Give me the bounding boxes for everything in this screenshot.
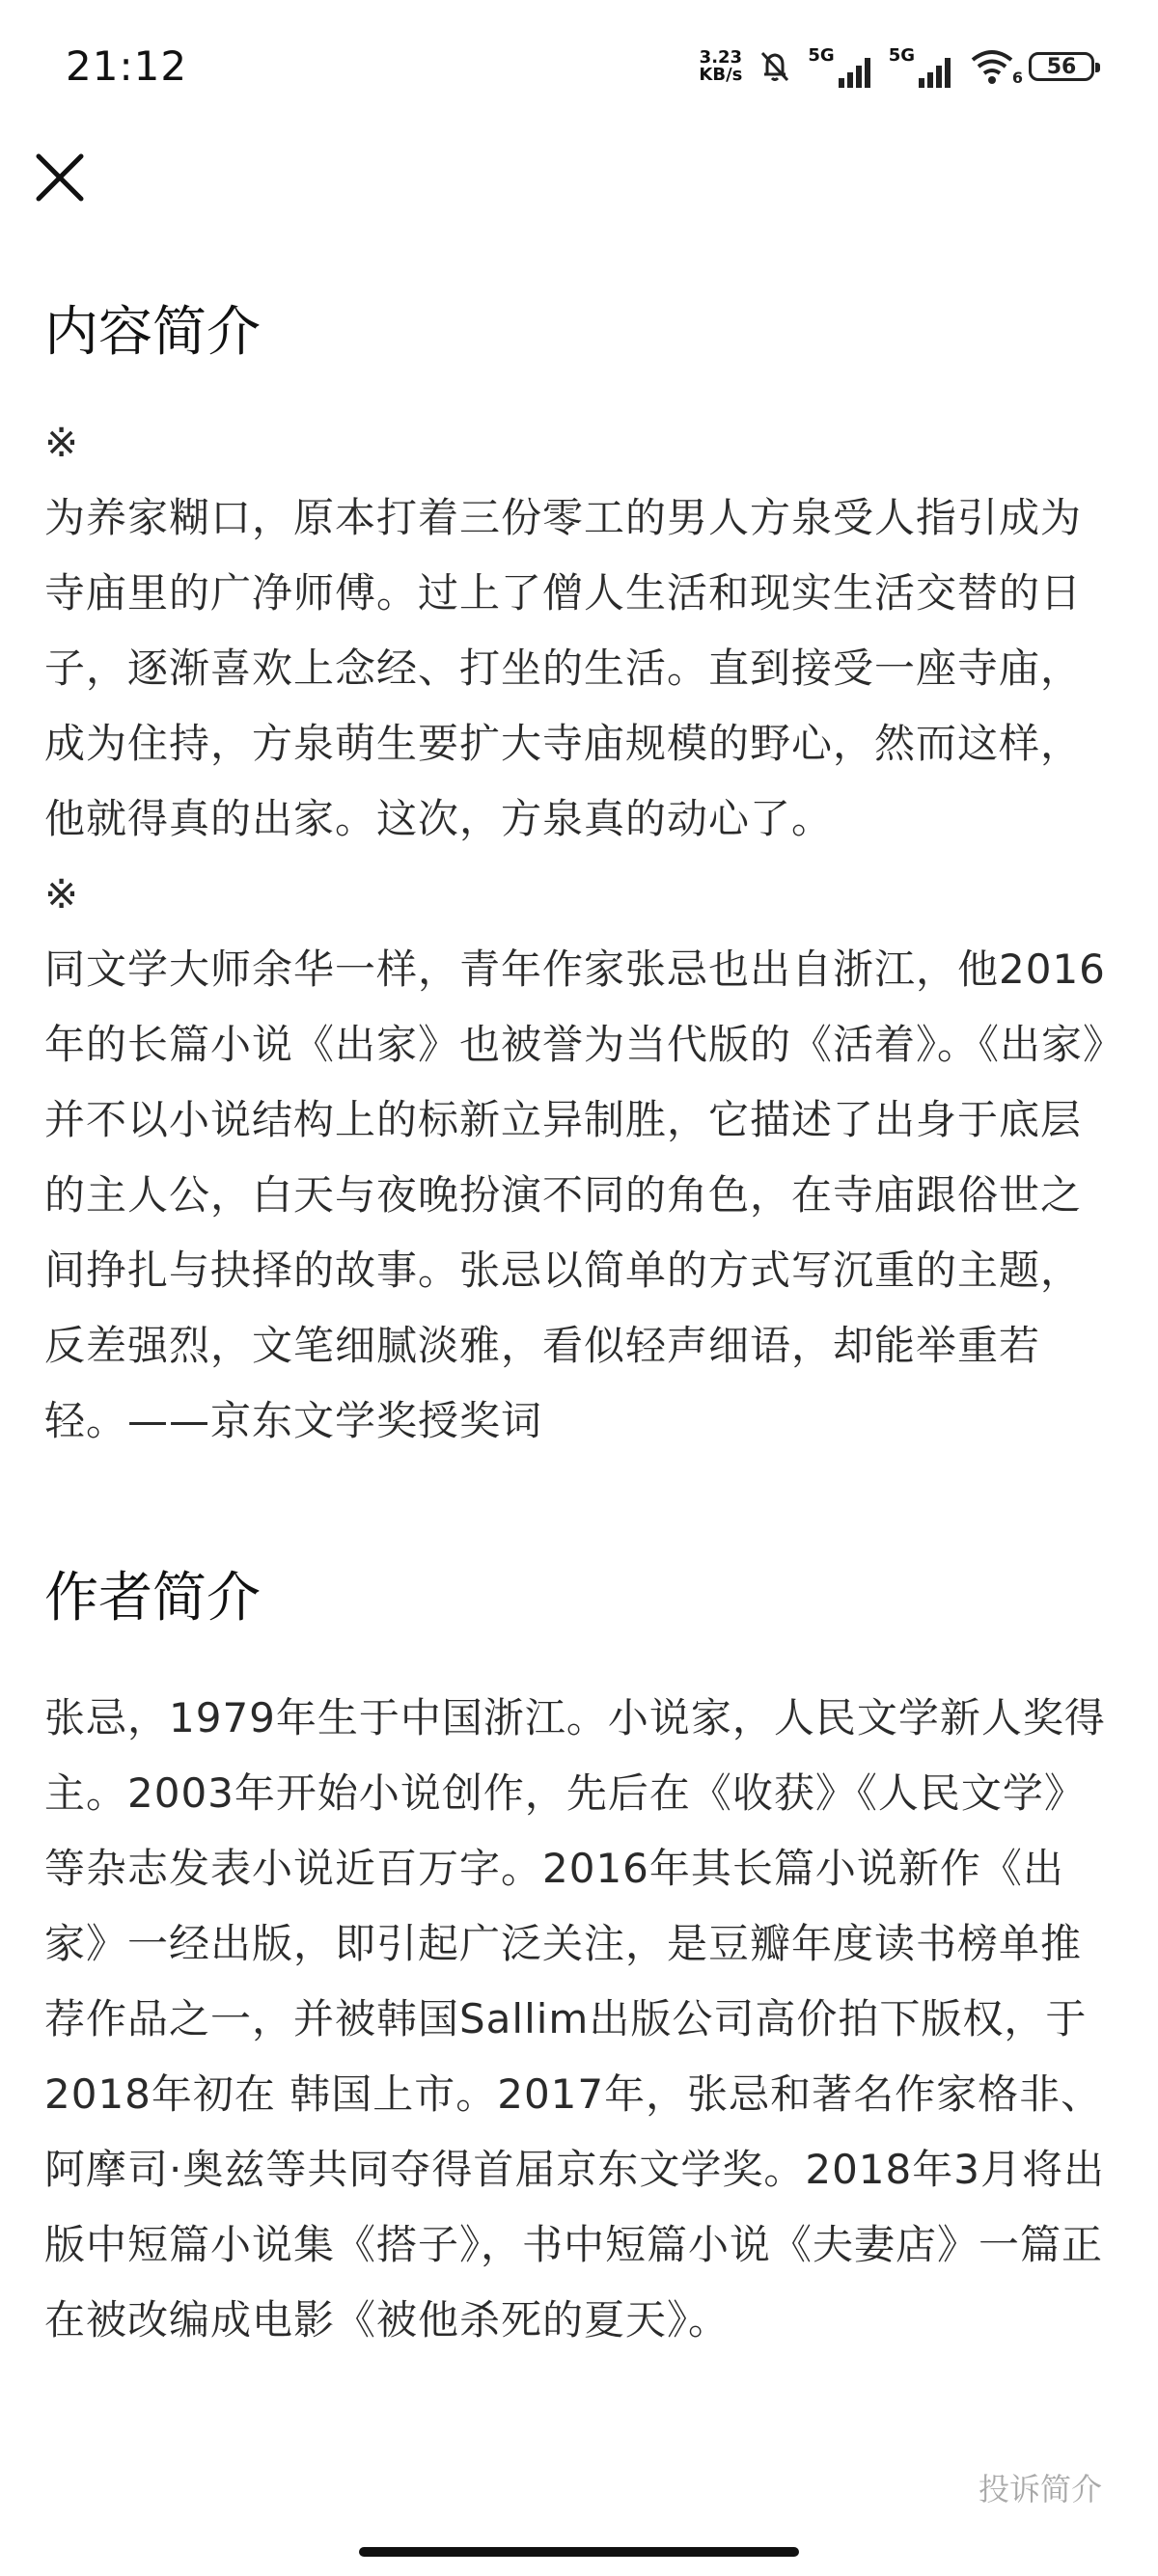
sim2-signal	[889, 45, 955, 88]
sim2-label: 5G	[888, 45, 915, 66]
status-time: 21:12	[66, 42, 188, 90]
home-indicator[interactable]	[359, 2547, 799, 2557]
sim1-label: 5G	[808, 45, 835, 66]
network-speed	[699, 49, 742, 84]
author-title: 作者简介	[44, 1567, 261, 1630]
content-area	[44, 280, 1116, 2358]
intro-title: 内容简介	[44, 301, 261, 364]
report-intro-link[interactable]: 投诉简介	[978, 2471, 1102, 2507]
signal-bars-icon	[837, 55, 875, 88]
author-paragraph: 张忌，1979年生于中国浙江。小说家，人民文学新人奖得主。2003年开始小说创作，先后在《收获》《人民文学》等杂志发表小说近百万字。2016年其长篇小说新作《出家》一经出版，即引起广泛关注，是豆瓣年度读书榜单推荐作品之一，并被韩国Sallim出版公司高价拍下版权，于2018年初在 韩国上市。2017年，张忌和著名作家格非、阿摩司·奥兹等共同夺得首届京东文学奖。2018年3月将出版中短篇小说集《搭子》，书中短篇小说《夫妻店》一篇正在被改编成电影《被他杀死的夏天》。	[44, 1694, 1106, 2343]
battery-icon	[1029, 52, 1094, 81]
sim1-signal	[808, 45, 874, 88]
network-speed-unit: KB/s	[699, 65, 743, 85]
wifi-badge: 6	[1011, 69, 1023, 87]
close-icon[interactable]	[29, 147, 91, 208]
close-button[interactable]	[29, 147, 91, 208]
status-icons	[699, 42, 1094, 91]
intro-paragraph-1: 为养家糊口，原本打着三份零工的男人方泉受人指引成为寺庙里的广净师傅。过上了僧人生活和现实生活交替的日子，逐渐喜欢上念经、打坐的生活。直到接受一座寺庙，成为住持，方泉萌生要扩大寺庙规模的野心，然而这样，他就得真的出家。这次，方泉真的动心了。	[44, 494, 1083, 842]
wifi-icon	[969, 48, 1015, 85]
wifi-status	[969, 48, 1023, 87]
intro-mark-2: ※	[44, 870, 80, 918]
battery-level: 56	[1046, 54, 1077, 79]
intro-mark-1: ※	[44, 419, 80, 466]
bell-off-icon	[756, 47, 794, 86]
intro-paragraph-2: 同文学大师余华一样，青年作家张忌也出自浙江，他2016年的长篇小说《出家》也被誉为当代版的《活着》。《出家》并不以小说结构上的标新立异制胜，它描述了出身于底层的主人公，白天与夜晚扮演不同的角色，在寺庙跟俗世之间挣扎与抉择的故事。张忌以简单的方式写沉重的主题，反差强烈，文笔细腻淡雅，看似轻声细语，却能举重若轻。——京东文学奖授奖词	[44, 945, 1106, 1444]
signal-bars-icon	[917, 55, 955, 88]
status-bar	[0, 0, 1158, 135]
network-speed-value: 3.23	[699, 47, 743, 68]
